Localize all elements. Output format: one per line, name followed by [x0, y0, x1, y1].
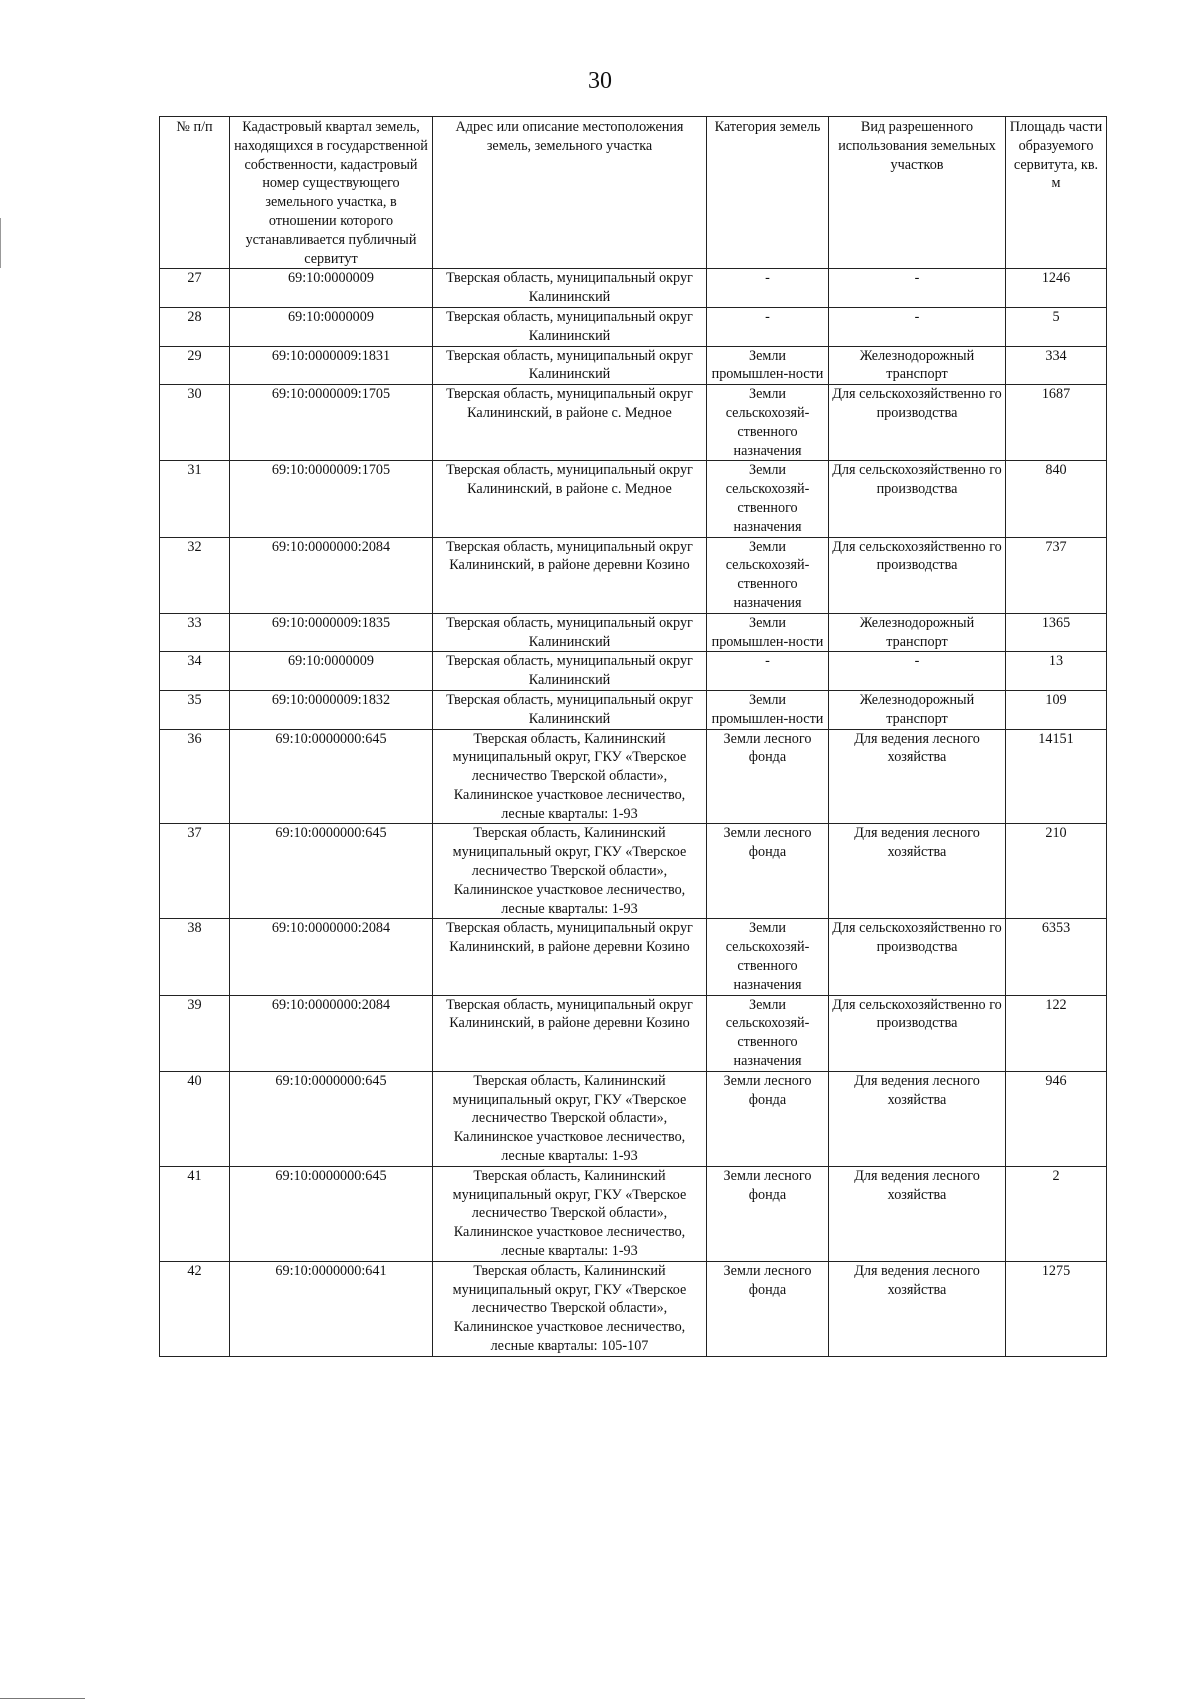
cell-category: Земли промышлен-ности — [707, 346, 829, 385]
cell-permitted-use: Железнодорожный транспорт — [829, 690, 1006, 729]
cell-area: 109 — [1006, 690, 1107, 729]
table-row — [160, 1071, 1107, 1166]
cell-num: 32 — [160, 537, 230, 613]
cell-permitted-use: Для ведения лесного хозяйства — [829, 1261, 1006, 1356]
cell-cadastral: 69:10:0000000:645 — [230, 729, 433, 824]
cell-permitted-use: Для сельскохозяйственно го производства — [829, 995, 1006, 1071]
cell-address: Тверская область, Калининский муниципальный округ, ГКУ «Тверское лесничество Тверской области», Калининское участковое лесничество, лесные кварталы: 1-93 — [433, 1071, 707, 1166]
cell-num: 36 — [160, 729, 230, 824]
cell-address: Тверская область, муниципальный округ Калининский, в районе деревни Козино — [433, 537, 707, 613]
cell-area: 122 — [1006, 995, 1107, 1071]
header-category: Категория земель — [707, 117, 829, 269]
cell-cadastral: 69:10:0000000:641 — [230, 1261, 433, 1356]
cell-cadastral: 69:10:0000009:1831 — [230, 346, 433, 385]
cell-cadastral: 69:10:0000000:645 — [230, 1071, 433, 1166]
header-address: Адрес или описание местоположения земель, земельного участка — [433, 117, 707, 269]
cell-num: 28 — [160, 307, 230, 346]
cell-num: 40 — [160, 1071, 230, 1166]
cell-num: 42 — [160, 1261, 230, 1356]
table-row — [160, 919, 1107, 995]
header-area: Площадь части образуемого сервитута, кв. м — [1006, 117, 1107, 269]
table-row — [160, 461, 1107, 537]
cell-cadastral: 69:10:0000009:1705 — [230, 385, 433, 461]
table-row — [160, 729, 1107, 824]
cell-permitted-use: - — [829, 269, 1006, 308]
table-row — [160, 995, 1107, 1071]
table-header — [160, 117, 1107, 269]
cell-num: 41 — [160, 1166, 230, 1261]
cell-category: Земли промышлен-ности — [707, 613, 829, 652]
cell-area: 1687 — [1006, 385, 1107, 461]
cell-permitted-use: Для сельскохозяйственно го производства — [829, 537, 1006, 613]
cell-cadastral: 69:10:0000009:1705 — [230, 461, 433, 537]
table-row — [160, 346, 1107, 385]
cell-category: - — [707, 269, 829, 308]
cell-area: 5 — [1006, 307, 1107, 346]
cell-num: 35 — [160, 690, 230, 729]
scan-edge-line — [0, 1698, 85, 1699]
cell-num: 27 — [160, 269, 230, 308]
cell-category: Земли лесного фонда — [707, 1071, 829, 1166]
cell-area: 210 — [1006, 824, 1107, 919]
cell-area: 840 — [1006, 461, 1107, 537]
cell-permitted-use: Для ведения лесного хозяйства — [829, 729, 1006, 824]
cell-category: Земли лесного фонда — [707, 1166, 829, 1261]
cell-address: Тверская область, муниципальный округ Калининский — [433, 652, 707, 691]
table-row — [160, 1166, 1107, 1261]
cell-area: 737 — [1006, 537, 1107, 613]
header-num: № п/п — [160, 117, 230, 269]
table-row — [160, 269, 1107, 308]
cell-address: Тверская область, муниципальный округ Калининский, в районе деревни Козино — [433, 919, 707, 995]
cell-cadastral: 69:10:0000000:2084 — [230, 537, 433, 613]
cell-area: 946 — [1006, 1071, 1107, 1166]
cell-cadastral: 69:10:0000009:1832 — [230, 690, 433, 729]
table-body — [160, 269, 1107, 1356]
table-row — [160, 1261, 1107, 1356]
cell-permitted-use: Для сельскохозяйственно го производства — [829, 919, 1006, 995]
cell-address: Тверская область, муниципальный округ Калининский — [433, 690, 707, 729]
header-cadastral: Кадастровый квартал земель, находящихся в государственной собственности, кадастровый номер существующего земельного участка, в отношении которого устанавливается публичный сервитут — [230, 117, 433, 269]
cell-permitted-use: - — [829, 652, 1006, 691]
table-row — [160, 307, 1107, 346]
cell-address: Тверская область, Калининский муниципальный округ, ГКУ «Тверское лесничество Тверской области», Калининское участковое лесничество, лесные кварталы: 1-93 — [433, 824, 707, 919]
cell-category: Земли сельскохозяй-ственного назначения — [707, 461, 829, 537]
cell-category: Земли сельскохозяй-ственного назначения — [707, 919, 829, 995]
cell-cadastral: 69:10:0000000:2084 — [230, 919, 433, 995]
cell-num: 38 — [160, 919, 230, 995]
cell-area: 6353 — [1006, 919, 1107, 995]
cell-num: 37 — [160, 824, 230, 919]
cell-address: Тверская область, муниципальный округ Калининский — [433, 269, 707, 308]
cell-area: 1365 — [1006, 613, 1107, 652]
cell-category: Земли промышлен-ности — [707, 690, 829, 729]
cell-num: 30 — [160, 385, 230, 461]
cell-address: Тверская область, муниципальный округ Калининский — [433, 613, 707, 652]
cell-category: Земли лесного фонда — [707, 1261, 829, 1356]
cell-permitted-use: Железнодорожный транспорт — [829, 613, 1006, 652]
cell-area: 14151 — [1006, 729, 1107, 824]
cell-num: 31 — [160, 461, 230, 537]
cell-cadastral: 69:10:0000009 — [230, 652, 433, 691]
cell-area: 334 — [1006, 346, 1107, 385]
table-row — [160, 613, 1107, 652]
cell-area: 2 — [1006, 1166, 1107, 1261]
cell-permitted-use: Для ведения лесного хозяйства — [829, 824, 1006, 919]
header-permitted-use: Вид разрешенного использования земельных участков — [829, 117, 1006, 269]
header-row — [160, 117, 1107, 269]
cell-permitted-use: Для сельскохозяйственно го производства — [829, 461, 1006, 537]
cell-category: Земли сельскохозяй-ственного назначения — [707, 995, 829, 1071]
table-row — [160, 824, 1107, 919]
cell-permitted-use: - — [829, 307, 1006, 346]
servitude-table — [159, 116, 1107, 1357]
cell-address: Тверская область, муниципальный округ Калининский — [433, 307, 707, 346]
cell-permitted-use: Для ведения лесного хозяйства — [829, 1071, 1006, 1166]
table-row — [160, 690, 1107, 729]
cell-category: Земли лесного фонда — [707, 824, 829, 919]
cell-category: Земли лесного фонда — [707, 729, 829, 824]
cell-category: Земли сельскохозяй-ственного назначения — [707, 385, 829, 461]
cell-address: Тверская область, Калининский муниципальный округ, ГКУ «Тверское лесничество Тверской области», Калининское участковое лесничество, лесные кварталы: 1-93 — [433, 1166, 707, 1261]
cell-category: Земли сельскохозяй-ственного назначения — [707, 537, 829, 613]
cell-cadastral: 69:10:0000009 — [230, 269, 433, 308]
table-row — [160, 652, 1107, 691]
cell-num: 39 — [160, 995, 230, 1071]
cell-address: Тверская область, Калининский муниципальный округ, ГКУ «Тверское лесничество Тверской области», Калининское участковое лесничество, лесные кварталы: 105-107 — [433, 1261, 707, 1356]
cell-num: 33 — [160, 613, 230, 652]
cell-cadastral: 69:10:0000000:645 — [230, 824, 433, 919]
cell-address: Тверская область, муниципальный округ Калининский, в районе с. Медное — [433, 385, 707, 461]
cell-category: - — [707, 652, 829, 691]
cell-address: Тверская область, Калининский муниципальный округ, ГКУ «Тверское лесничество Тверской области», Калининское участковое лесничество, лесные кварталы: 1-93 — [433, 729, 707, 824]
cell-area: 1246 — [1006, 269, 1107, 308]
cell-permitted-use: Железнодорожный транспорт — [829, 346, 1006, 385]
cell-cadastral: 69:10:0000000:645 — [230, 1166, 433, 1261]
cell-category: - — [707, 307, 829, 346]
cell-address: Тверская область, муниципальный округ Калининский, в районе с. Медное — [433, 461, 707, 537]
cell-area: 1275 — [1006, 1261, 1107, 1356]
cell-num: 29 — [160, 346, 230, 385]
cell-area: 13 — [1006, 652, 1107, 691]
cell-address: Тверская область, муниципальный округ Калининский — [433, 346, 707, 385]
table-row — [160, 385, 1107, 461]
cell-address: Тверская область, муниципальный округ Калининский, в районе деревни Козино — [433, 995, 707, 1071]
scan-margin-mark — [0, 218, 4, 268]
cell-cadastral: 69:10:0000000:2084 — [230, 995, 433, 1071]
cell-permitted-use: Для ведения лесного хозяйства — [829, 1166, 1006, 1261]
page-number: 30 — [588, 68, 612, 94]
cell-cadastral: 69:10:0000009 — [230, 307, 433, 346]
table-row — [160, 537, 1107, 613]
cell-num: 34 — [160, 652, 230, 691]
cell-permitted-use: Для сельскохозяйственно го производства — [829, 385, 1006, 461]
cell-cadastral: 69:10:0000009:1835 — [230, 613, 433, 652]
